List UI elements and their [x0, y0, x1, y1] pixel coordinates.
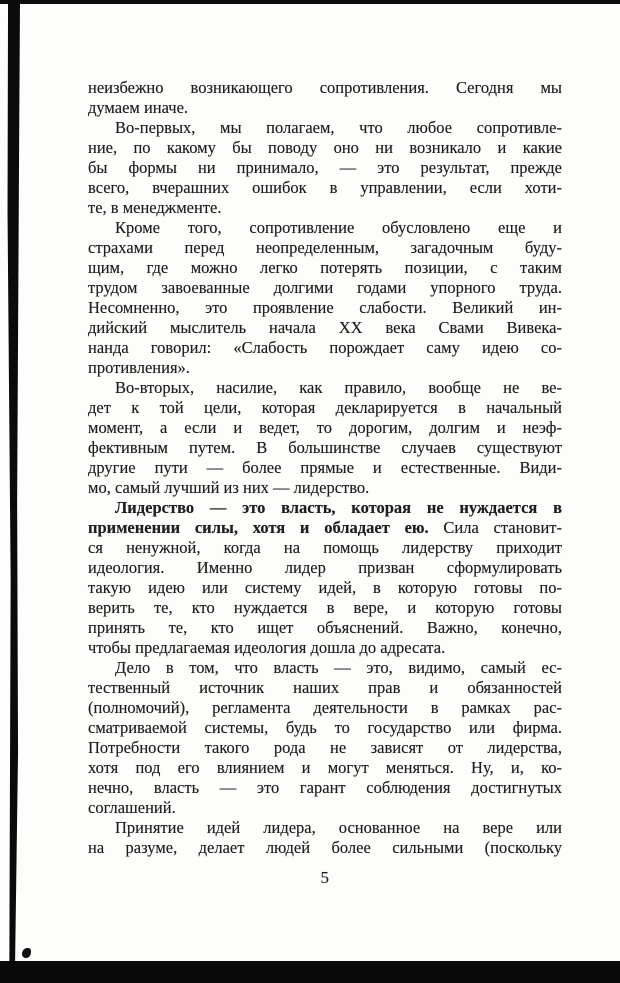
text-line: бы формы ни принимало, — это результат, прежде	[88, 158, 562, 177]
text-line: ние, по какому бы поводу оно ни возникало и какие	[88, 138, 562, 157]
paragraph	[88, 218, 562, 378]
text-line: всего, вчерашних ошибок в управлении, если хоти-	[88, 178, 562, 197]
text-line: Кроме того, сопротивление обусловлено еще и	[115, 218, 562, 237]
paragraph	[88, 498, 562, 658]
text-line: (полномочий), регламента деятельности в рамках рас-	[88, 698, 562, 717]
paragraph	[88, 658, 562, 818]
scan-edge-bottom	[0, 961, 620, 983]
scan-edge-top	[0, 0, 620, 4]
text-line-bold-lead	[88, 518, 562, 538]
text-line: Несомненно, это проявление слабости. Великий ин-	[88, 298, 562, 317]
text-line: Во-вторых, насилие, как правило, вообще не ве-	[115, 378, 562, 397]
text-line: дет к той цели, которая декларируется в начальный	[88, 398, 562, 417]
scan-speck	[22, 948, 31, 958]
text-line: соглашений.	[88, 798, 176, 817]
text-line: верить те, кто нуждается в вере, и которую готовы	[88, 598, 562, 617]
text-line: другие пути — более прямые и естественные. Види-	[88, 458, 562, 477]
bold-thesis-text: Лидерство — это власть, которая не нуждается в	[115, 498, 562, 517]
text-line: Во-первых, мы полагаем, что любое сопротивле-	[115, 118, 562, 137]
paragraph	[88, 378, 562, 498]
text-line: такую идею или систему идей, в которую готовы по-	[88, 578, 562, 597]
page-text	[88, 78, 562, 888]
text-line: чтобы предлагаемая идеология дошла до адресата.	[88, 638, 446, 657]
text-line: Потребности такого рода не зависят от лидерства,	[88, 738, 562, 757]
text-line: хотя под его влиянием и могут меняться. Ну, и, ко-	[88, 758, 562, 777]
text-line: противления».	[88, 358, 190, 377]
paragraph	[88, 818, 562, 858]
text-line: неизбежно возникающего сопротивления. Сегодня мы	[88, 78, 562, 97]
paragraph	[88, 118, 562, 218]
bold-thesis-text: применении силы, хотя и обладает ею.	[88, 518, 429, 537]
text-line: тественный источник наших прав и обязанностей	[88, 678, 562, 697]
text-line: идеология. Именно лидер призван сформулировать	[88, 558, 562, 577]
text-line: сматриваемой системы, будь то государство или фирма.	[88, 718, 562, 737]
text-line: те, в менеджменте.	[88, 198, 222, 217]
text-line: трудом завоеванные долгими годами упорного труда.	[88, 278, 562, 297]
text-line: дийский мыслитель начала XX века Свами Вивека-	[88, 318, 562, 337]
text-line: думаем иначе.	[88, 98, 189, 117]
text-line: страхами перед неопределенным, загадочным буду-	[88, 238, 562, 257]
text-line: нечно, власть — это гарант соблюдения достигнутых	[88, 778, 562, 797]
regular-text: Сила становит-	[428, 518, 562, 537]
scan-edge-left	[7, 0, 20, 964]
page-number: 5	[320, 868, 330, 887]
text-line: Принятие идей лидера, основанное на вере или	[115, 818, 562, 837]
paragraph	[88, 78, 562, 118]
text-line: ся ненужной, когда на помощь лидерству приходит	[88, 538, 562, 557]
text-line: щим, где можно легко потерять позиции, с таким	[88, 258, 562, 277]
text-line: момент, а если и ведет, то дорогим, долгим и неэф-	[88, 418, 562, 437]
text-line: нанда говорил: «Слабость порождает саму идею со-	[88, 338, 562, 357]
text-line: Дело в том, что власть — это, видимо, самый ес-	[115, 658, 562, 677]
text-line: мо, самый лучший из них — лидерство.	[88, 478, 370, 497]
text-line-bold-lead	[88, 498, 562, 518]
text-line: принять те, кто ищет объяснений. Важно, конечно,	[88, 618, 562, 637]
text-line: фективным путем. В большинстве случаев существуют	[88, 438, 562, 457]
text-line: на разуме, делает людей более сильными (поскольку	[88, 838, 562, 857]
